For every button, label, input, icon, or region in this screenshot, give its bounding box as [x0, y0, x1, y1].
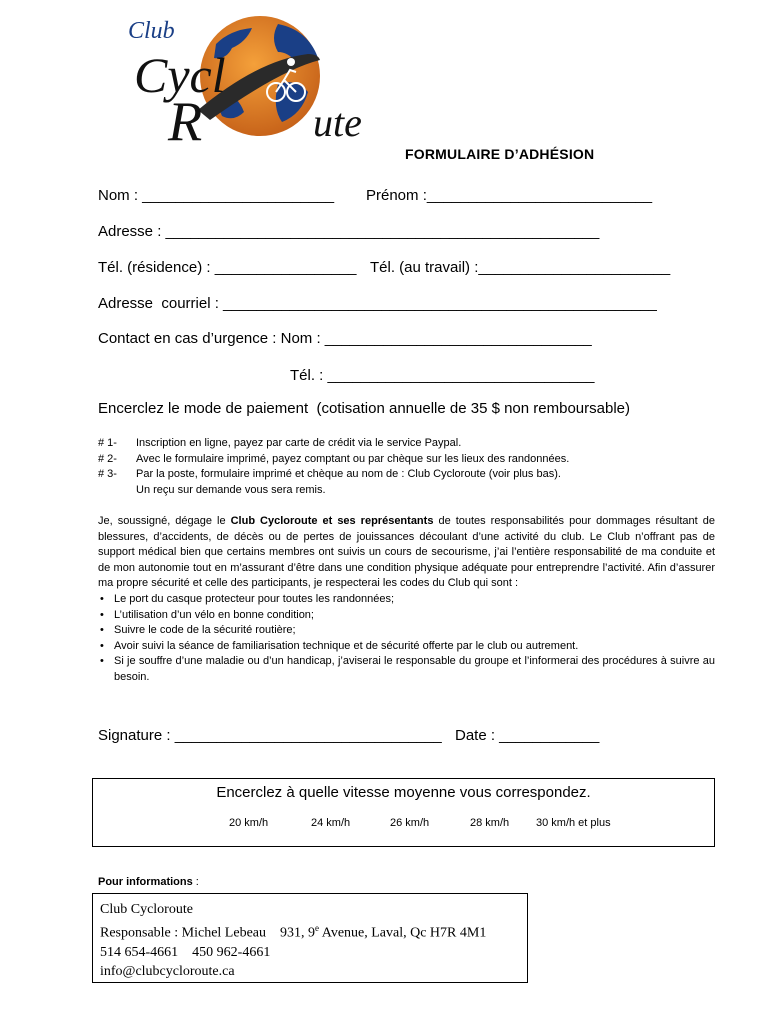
payment-note: Un reçu sur demande vous sera remis.	[136, 483, 326, 496]
logo-r-text: R	[168, 91, 203, 144]
club-name: Club Cycloroute	[100, 902, 193, 917]
list-item: • Le port du casque protecteur pour toutes les randonnées;	[98, 592, 715, 608]
logo-ute-text: ute	[313, 100, 362, 144]
info-box	[92, 893, 528, 983]
speed-option[interactable]: 28 km/h	[470, 817, 510, 829]
info-label: Pour informations :	[98, 876, 199, 888]
date-field[interactable]: Date : ____________	[455, 727, 600, 744]
list-item: • Avoir suivi la séance de familiarisation technique et de sécurité offerte par le club ou autrement.	[98, 639, 715, 655]
tel-residence-field[interactable]: Tél. (résidence) : _________________	[98, 259, 357, 276]
payment-option[interactable]: # 1- Inscription en ligne, payez par carte de crédit via le service Paypal.	[98, 437, 462, 449]
declaration	[98, 514, 715, 686]
adresse-field[interactable]: Adresse : ____________________________________________________	[98, 223, 600, 240]
nom-field[interactable]: Nom : _______________________	[98, 187, 335, 204]
payment-options	[98, 436, 718, 498]
list-item: • L’utilisation d’un vélo en bonne condition;	[98, 608, 715, 624]
speed-option[interactable]: 26 km/h	[390, 817, 430, 829]
courriel-field[interactable]: Adresse courriel : ____________________________________________________	[98, 295, 657, 312]
speed-option[interactable]: 30 km/h et plus	[536, 817, 611, 829]
payment-option[interactable]: # 2- Avec le formulaire imprimé, payez comptant ou par chèque sur les lieux des randonnées.	[98, 452, 570, 465]
rules-list	[98, 592, 715, 686]
prenom-field[interactable]: Prénom :___________________________	[366, 187, 653, 204]
club-logo	[128, 14, 388, 144]
urgence-nom-field[interactable]: Contact en cas d’urgence : Nom : ________________________________	[98, 330, 592, 347]
list-item: • Suivre le code de la sécurité routière;	[98, 623, 715, 639]
speed-box	[92, 778, 715, 847]
urgence-tel-field[interactable]: Tél. : ________________________________	[290, 367, 595, 384]
cyclist-globe-icon	[128, 14, 388, 144]
responsable-line: Responsable : Michel Lebeau 931, 9e Avenue, Laval, Qc H7R 4M1	[100, 923, 487, 941]
logo-club-text: Club	[128, 18, 175, 44]
payment-heading: Encerclez le mode de paiement (cotisation annuelle de 35 $ non remboursable)	[98, 400, 630, 417]
phone-line: 514 654-4661 450 962-4661	[100, 944, 271, 960]
logo-cycl-text: Cycl	[134, 47, 226, 103]
tel-travail-field[interactable]: Tél. (au travail) :_______________________	[370, 259, 671, 276]
declaration-intro: Je, soussigné, dégage le Club Cycloroute et ses représentants de toutes responsabilités pour dommages résultant de blessures, d’accidents, de décès ou de pertes de jouissances découlant d’une activité du club. Le Club n’offrant pas de support médical bien que certains membres ont suivis un cours de secourisme, j’ai l’entière responsabilité de ma conduite et de mon autonomie tout en m’assurant d’être dans une condition physique adéquate pour entreprendre l’activité. Afin d’assurer ma propre sécurité et celle des participants, je respecterai les codes du Club qui sont :	[98, 515, 715, 590]
email-link[interactable]: info@clubcycloroute.ca	[100, 963, 235, 979]
list-item: • Si je souffre d’une maladie ou d’un handicap, j’aviserai le responsable du groupe et l’informerai des procédures à suivre au besoin.	[98, 654, 715, 685]
speed-option[interactable]: 20 km/h	[229, 817, 269, 829]
speed-option[interactable]: 24 km/h	[311, 817, 351, 829]
signature-field[interactable]: Signature : ________________________________	[98, 727, 442, 744]
payment-option[interactable]: # 3- Par la poste, formulaire imprimé et chèque au nom de : Club Cycloroute (voir plus bas).	[98, 468, 561, 480]
speed-title: Encerclez à quelle vitesse moyenne vous correspondez.	[216, 784, 591, 801]
form-title: FORMULAIRE D’ADHÉSION	[405, 146, 595, 162]
